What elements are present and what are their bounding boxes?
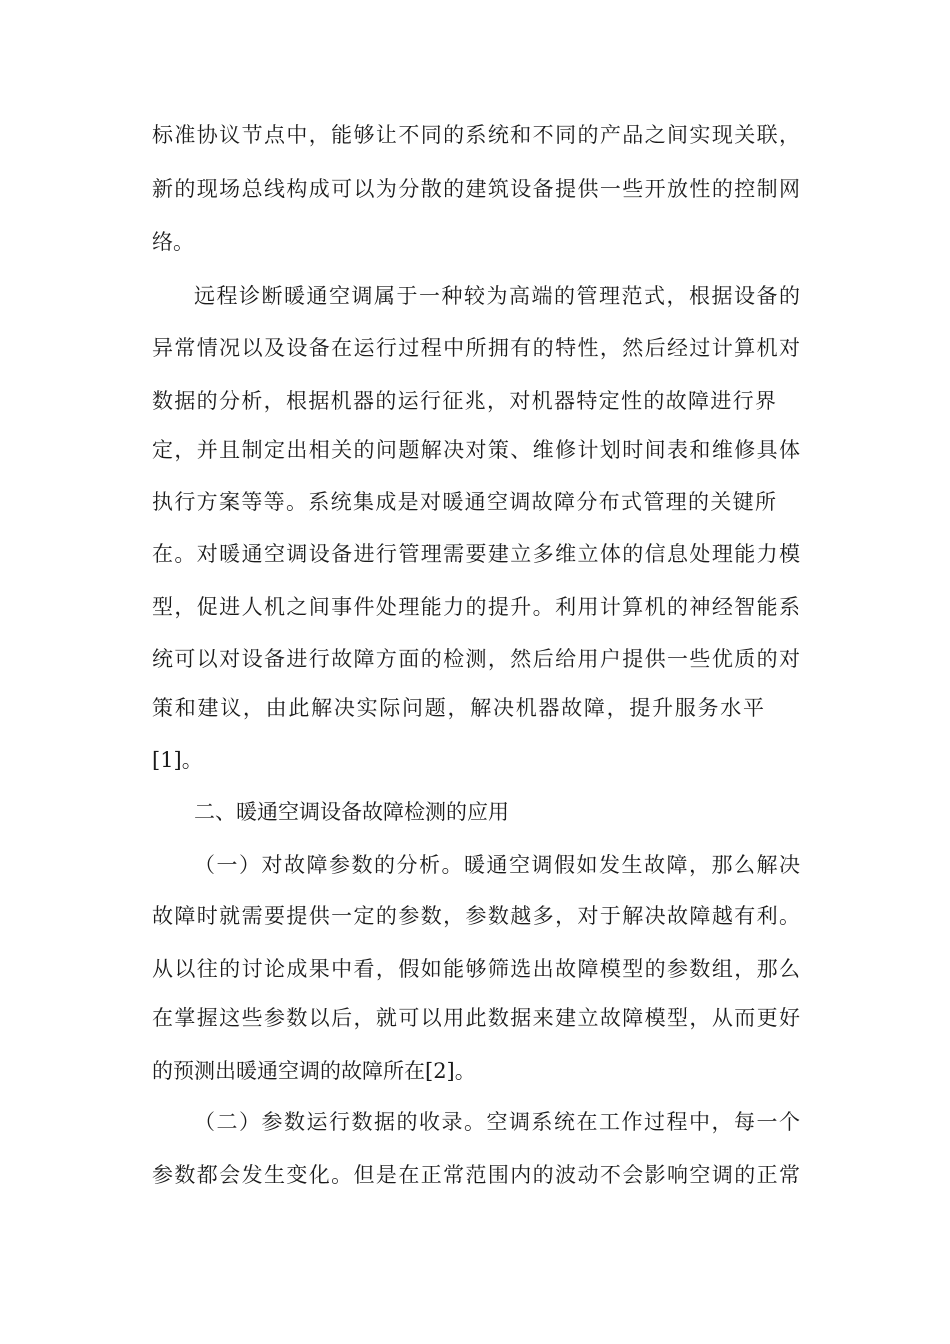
text-line: 参数都会发生变化。但是在正常范围内的波动不会影响空调的正常: [152, 1163, 800, 1187]
text-line: （二）参数运行数据的收录。空调系统在工作过程中，每一个: [194, 1110, 800, 1134]
text-line: 执行方案等等。系统集成是对暖通空调故障分布式管理的关键所: [152, 490, 776, 514]
text-line: [1]。: [152, 748, 203, 772]
text-line: 在。对暖通空调设备进行管理需要建立多维立体的信息处理能力模: [152, 542, 800, 566]
section-heading: 二、暖通空调设备故障检测的应用: [194, 800, 509, 824]
text-line: 统可以对设备进行故障方面的检测，然后给用户提供一些优质的对: [152, 647, 800, 671]
text-line: 的预测出暖通空调的故障所在[2]。: [152, 1059, 476, 1083]
text-line: 故障时就需要提供一定的参数，参数越多，对于解决故障越有利。: [152, 904, 800, 928]
text-line: 异常情况以及设备在运行过程中所拥有的特性，然后经过计算机对: [152, 336, 800, 360]
text-line: 从以往的讨论成果中看，假如能够筛选出故障模型的参数组，那么: [152, 957, 800, 981]
text-line: 络。: [152, 230, 194, 254]
text-line: 数据的分析，根据机器的运行征兆，对机器特定性的故障进行界: [152, 389, 776, 413]
text-line: 远程诊断暖通空调属于一种较为高端的管理范式，根据设备的: [194, 284, 800, 308]
text-line: 在掌握这些参数以后，就可以用此数据来建立故障模型，从而更好: [152, 1006, 800, 1030]
text-line: 定，并且制定出相关的问题解决对策、维修计划时间表和维修具体: [152, 438, 800, 462]
text-line: 策和建议，由此解决实际问题，解决机器故障，提升服务水平: [152, 696, 764, 720]
text-line: 型，促进人机之间事件处理能力的提升。利用计算机的神经智能系: [152, 595, 800, 619]
text-line: （一）对故障参数的分析。暖通空调假如发生故障，那么解决: [194, 853, 800, 877]
text-line: 新的现场总线构成可以为分散的建筑设备提供一些开放性的控制网: [152, 177, 800, 201]
text-line: 标准协议节点中，能够让不同的系统和不同的产品之间实现关联，: [152, 123, 800, 147]
